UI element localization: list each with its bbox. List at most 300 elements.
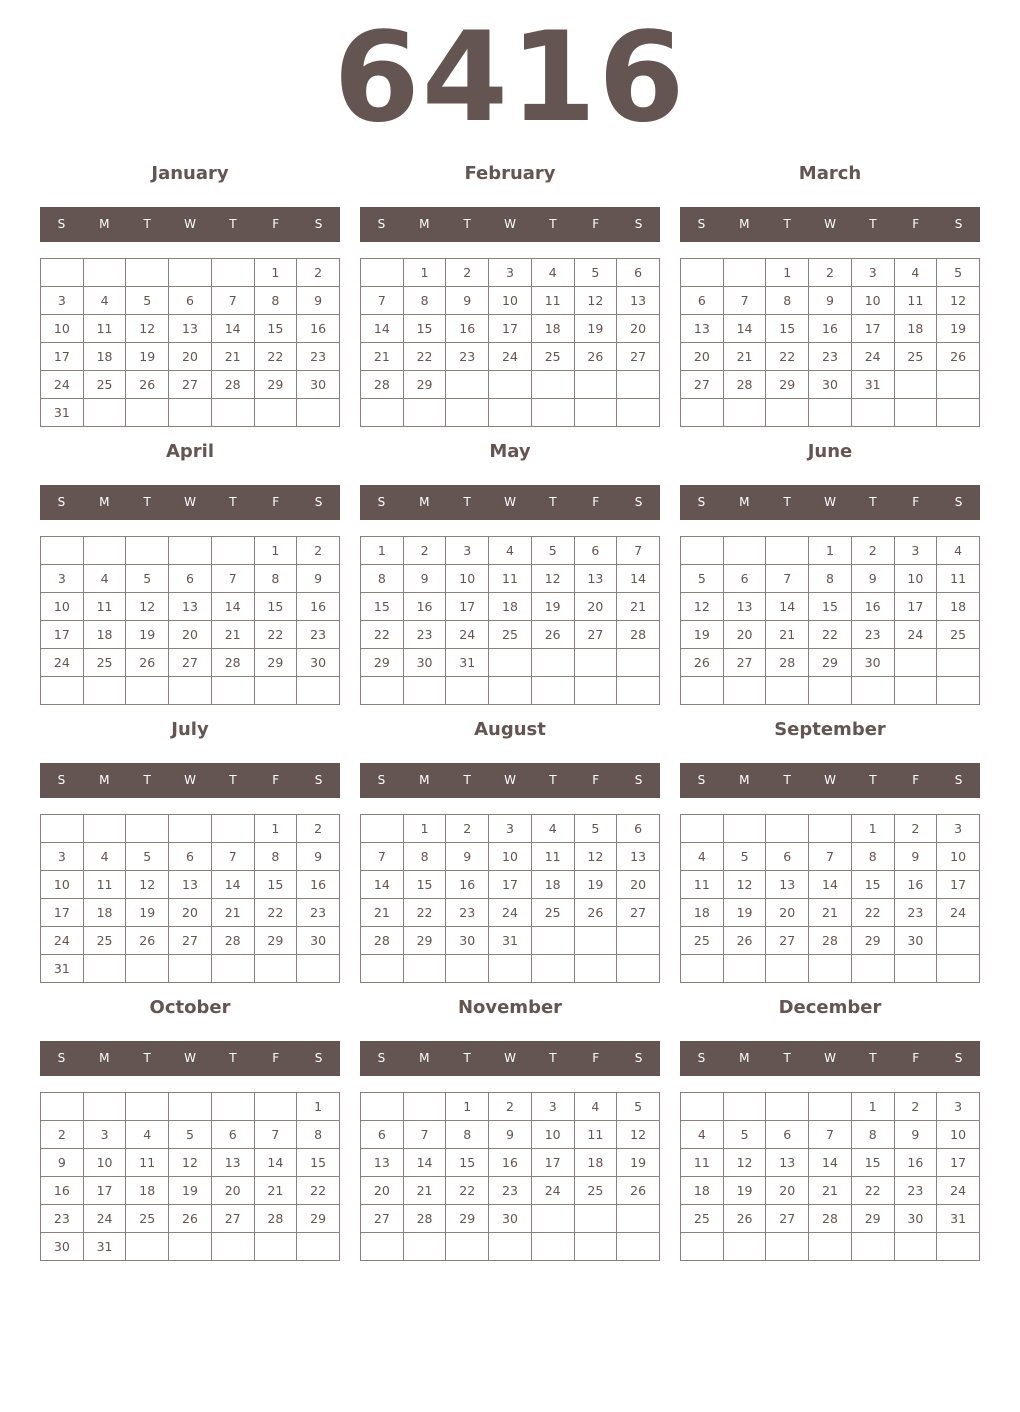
day-cell: 17 bbox=[41, 621, 84, 649]
week-row bbox=[681, 399, 980, 427]
day-cell: 6 bbox=[361, 1121, 404, 1149]
day-cell: 13 bbox=[169, 871, 212, 899]
day-cell: 26 bbox=[531, 621, 574, 649]
weekday-label: T bbox=[783, 773, 791, 787]
month-name: May bbox=[489, 441, 531, 462]
week-row bbox=[681, 1205, 980, 1233]
day-cell: 14 bbox=[723, 315, 766, 343]
day-cell: 4 bbox=[126, 1121, 169, 1149]
day-cell bbox=[297, 1233, 340, 1261]
weekday-label: M bbox=[419, 1051, 430, 1065]
week-row bbox=[361, 621, 660, 649]
day-cell: 15 bbox=[446, 1149, 489, 1177]
day-cell: 10 bbox=[41, 871, 84, 899]
day-cell bbox=[681, 677, 724, 705]
day-cell: 22 bbox=[851, 899, 894, 927]
weekday-label: T bbox=[869, 495, 877, 509]
day-cell: 26 bbox=[574, 899, 617, 927]
week-row bbox=[681, 815, 980, 843]
day-cell: 3 bbox=[937, 1093, 980, 1121]
week-row bbox=[681, 565, 980, 593]
day-grid bbox=[680, 814, 980, 983]
day-cell: 11 bbox=[531, 287, 574, 315]
day-cell bbox=[211, 399, 254, 427]
week-row bbox=[681, 955, 980, 983]
day-cell: 29 bbox=[403, 927, 446, 955]
day-cell: 12 bbox=[937, 287, 980, 315]
day-cell: 14 bbox=[361, 871, 404, 899]
day-cell: 28 bbox=[403, 1205, 446, 1233]
day-cell bbox=[41, 259, 84, 287]
weekday-label: T bbox=[143, 773, 151, 787]
day-cell: 25 bbox=[574, 1177, 617, 1205]
weekday-label: W bbox=[504, 773, 516, 787]
day-cell: 25 bbox=[894, 343, 937, 371]
day-cell: 26 bbox=[126, 371, 169, 399]
day-cell: 16 bbox=[851, 593, 894, 621]
day-cell: 27 bbox=[169, 371, 212, 399]
day-cell: 21 bbox=[361, 343, 404, 371]
day-cell: 1 bbox=[297, 1093, 340, 1121]
day-cell: 24 bbox=[489, 899, 532, 927]
week-row bbox=[41, 1205, 340, 1233]
day-cell: 23 bbox=[403, 621, 446, 649]
day-cell bbox=[531, 1233, 574, 1261]
weekday-label: F bbox=[272, 1051, 280, 1065]
day-cell bbox=[937, 649, 980, 677]
day-cell: 29 bbox=[446, 1205, 489, 1233]
day-cell: 7 bbox=[211, 565, 254, 593]
day-cell: 4 bbox=[83, 565, 126, 593]
day-cell: 26 bbox=[126, 927, 169, 955]
weekday-label: T bbox=[549, 495, 557, 509]
day-cell: 20 bbox=[169, 343, 212, 371]
year-title: 6416 bbox=[333, 6, 687, 150]
day-cell: 14 bbox=[617, 565, 660, 593]
day-cell: 25 bbox=[126, 1205, 169, 1233]
month-name: December bbox=[778, 997, 882, 1018]
day-cell: 12 bbox=[126, 315, 169, 343]
weekday-label: S bbox=[57, 1051, 66, 1065]
weekday-label: F bbox=[592, 1051, 600, 1065]
day-cell bbox=[766, 399, 809, 427]
week-row bbox=[681, 899, 980, 927]
day-cell bbox=[851, 1233, 894, 1261]
day-cell: 26 bbox=[723, 927, 766, 955]
day-cell: 1 bbox=[403, 815, 446, 843]
day-cell: 18 bbox=[937, 593, 980, 621]
week-row bbox=[41, 899, 340, 927]
day-cell: 16 bbox=[809, 315, 852, 343]
day-cell: 26 bbox=[617, 1177, 660, 1205]
day-cell: 7 bbox=[723, 287, 766, 315]
day-cell: 25 bbox=[83, 927, 126, 955]
week-row bbox=[361, 677, 660, 705]
day-cell: 9 bbox=[297, 287, 340, 315]
day-grid bbox=[360, 814, 660, 983]
weekday-header bbox=[680, 1041, 980, 1076]
day-cell bbox=[809, 815, 852, 843]
day-cell: 15 bbox=[766, 315, 809, 343]
day-cell: 21 bbox=[403, 1177, 446, 1205]
day-cell bbox=[851, 677, 894, 705]
day-cell bbox=[617, 1205, 660, 1233]
day-cell: 21 bbox=[361, 899, 404, 927]
day-cell bbox=[361, 259, 404, 287]
day-cell bbox=[126, 259, 169, 287]
weekday-header bbox=[40, 1041, 340, 1076]
day-cell bbox=[126, 1093, 169, 1121]
day-cell: 28 bbox=[617, 621, 660, 649]
day-cell bbox=[41, 815, 84, 843]
day-cell: 11 bbox=[894, 287, 937, 315]
weekday-label: W bbox=[184, 1051, 196, 1065]
weekday-header bbox=[40, 763, 340, 798]
day-cell: 22 bbox=[851, 1177, 894, 1205]
day-cell bbox=[297, 955, 340, 983]
day-cell bbox=[574, 1233, 617, 1261]
day-cell bbox=[809, 955, 852, 983]
day-cell: 6 bbox=[169, 843, 212, 871]
day-cell: 18 bbox=[126, 1177, 169, 1205]
weekday-label: W bbox=[824, 495, 836, 509]
day-cell: 26 bbox=[126, 649, 169, 677]
day-cell: 14 bbox=[254, 1149, 297, 1177]
weekday-label: S bbox=[697, 217, 706, 231]
weekday-label: F bbox=[592, 495, 600, 509]
month-name: January bbox=[151, 163, 229, 184]
day-cell: 5 bbox=[681, 565, 724, 593]
day-cell: 16 bbox=[403, 593, 446, 621]
day-cell: 18 bbox=[83, 343, 126, 371]
day-cell bbox=[83, 815, 126, 843]
day-cell: 2 bbox=[446, 815, 489, 843]
day-cell: 15 bbox=[254, 593, 297, 621]
weekday-label: S bbox=[57, 217, 66, 231]
week-row bbox=[681, 621, 980, 649]
weekday-label: S bbox=[377, 217, 386, 231]
day-cell: 28 bbox=[809, 1205, 852, 1233]
day-cell bbox=[531, 927, 574, 955]
week-row bbox=[681, 343, 980, 371]
day-cell bbox=[681, 1093, 724, 1121]
day-cell: 15 bbox=[851, 1149, 894, 1177]
day-cell: 12 bbox=[126, 593, 169, 621]
weekday-header bbox=[680, 763, 980, 798]
weekday-label: F bbox=[912, 1051, 920, 1065]
day-cell bbox=[126, 399, 169, 427]
weekday-label: S bbox=[57, 495, 66, 509]
day-cell: 21 bbox=[809, 1177, 852, 1205]
day-cell: 9 bbox=[894, 1121, 937, 1149]
day-cell: 10 bbox=[83, 1149, 126, 1177]
day-cell: 21 bbox=[723, 343, 766, 371]
day-cell: 18 bbox=[489, 593, 532, 621]
day-cell: 19 bbox=[681, 621, 724, 649]
day-cell: 30 bbox=[851, 649, 894, 677]
day-cell: 12 bbox=[126, 871, 169, 899]
week-row bbox=[681, 371, 980, 399]
weekday-label: T bbox=[783, 1051, 791, 1065]
day-cell: 22 bbox=[254, 343, 297, 371]
day-cell: 3 bbox=[531, 1093, 574, 1121]
day-cell: 11 bbox=[937, 565, 980, 593]
day-cell: 29 bbox=[851, 1205, 894, 1233]
weekday-label: S bbox=[634, 773, 643, 787]
day-cell bbox=[169, 955, 212, 983]
day-cell bbox=[489, 1233, 532, 1261]
day-cell bbox=[937, 399, 980, 427]
week-row bbox=[41, 259, 340, 287]
day-cell: 22 bbox=[297, 1177, 340, 1205]
weekday-label: M bbox=[419, 495, 430, 509]
day-cell: 24 bbox=[41, 371, 84, 399]
weekday-header bbox=[40, 485, 340, 520]
weekday-label: W bbox=[824, 773, 836, 787]
weekday-label: T bbox=[783, 217, 791, 231]
day-cell bbox=[766, 677, 809, 705]
day-cell bbox=[617, 955, 660, 983]
week-row bbox=[681, 927, 980, 955]
month-name: June bbox=[807, 441, 853, 462]
weekday-label: T bbox=[869, 217, 877, 231]
day-cell: 1 bbox=[361, 537, 404, 565]
day-cell: 9 bbox=[809, 287, 852, 315]
day-cell: 5 bbox=[531, 537, 574, 565]
day-cell: 24 bbox=[446, 621, 489, 649]
day-cell: 30 bbox=[489, 1205, 532, 1233]
day-cell bbox=[574, 927, 617, 955]
week-row bbox=[41, 1149, 340, 1177]
day-cell: 1 bbox=[851, 815, 894, 843]
day-cell: 5 bbox=[723, 1121, 766, 1149]
day-cell bbox=[446, 371, 489, 399]
day-cell: 9 bbox=[894, 843, 937, 871]
day-cell: 1 bbox=[254, 815, 297, 843]
day-cell: 5 bbox=[126, 287, 169, 315]
day-cell: 21 bbox=[211, 621, 254, 649]
week-row bbox=[361, 565, 660, 593]
week-row bbox=[361, 343, 660, 371]
day-cell: 7 bbox=[211, 843, 254, 871]
day-cell: 23 bbox=[297, 621, 340, 649]
day-cell: 22 bbox=[403, 899, 446, 927]
day-cell: 11 bbox=[574, 1121, 617, 1149]
day-cell: 28 bbox=[723, 371, 766, 399]
day-cell bbox=[254, 1093, 297, 1121]
day-cell: 31 bbox=[83, 1233, 126, 1261]
weekday-label: F bbox=[912, 773, 920, 787]
week-row bbox=[41, 1121, 340, 1149]
day-cell: 19 bbox=[531, 593, 574, 621]
day-cell: 25 bbox=[937, 621, 980, 649]
day-cell bbox=[574, 1205, 617, 1233]
day-cell: 26 bbox=[574, 343, 617, 371]
day-cell: 20 bbox=[617, 871, 660, 899]
weekday-label: T bbox=[549, 217, 557, 231]
day-cell: 14 bbox=[211, 315, 254, 343]
day-cell: 20 bbox=[361, 1177, 404, 1205]
day-cell: 5 bbox=[126, 843, 169, 871]
day-cell: 8 bbox=[361, 565, 404, 593]
month-name: February bbox=[464, 163, 556, 184]
day-cell: 2 bbox=[297, 537, 340, 565]
day-cell: 7 bbox=[403, 1121, 446, 1149]
day-cell: 31 bbox=[489, 927, 532, 955]
day-cell: 17 bbox=[531, 1149, 574, 1177]
month-name: March bbox=[798, 163, 862, 184]
day-cell: 31 bbox=[41, 955, 84, 983]
day-cell: 16 bbox=[489, 1149, 532, 1177]
week-row bbox=[361, 1233, 660, 1261]
day-cell: 17 bbox=[41, 899, 84, 927]
day-cell bbox=[574, 955, 617, 983]
day-cell: 12 bbox=[723, 1149, 766, 1177]
day-cell bbox=[169, 1233, 212, 1261]
day-cell: 6 bbox=[574, 537, 617, 565]
day-cell bbox=[489, 399, 532, 427]
day-cell bbox=[851, 955, 894, 983]
week-row bbox=[361, 1093, 660, 1121]
day-cell: 23 bbox=[41, 1205, 84, 1233]
day-cell bbox=[169, 259, 212, 287]
day-grid bbox=[40, 1092, 340, 1261]
day-cell: 3 bbox=[937, 815, 980, 843]
day-cell: 31 bbox=[41, 399, 84, 427]
day-cell bbox=[766, 1233, 809, 1261]
day-cell: 30 bbox=[297, 371, 340, 399]
day-cell: 12 bbox=[681, 593, 724, 621]
day-cell bbox=[617, 371, 660, 399]
day-cell bbox=[617, 677, 660, 705]
day-cell: 24 bbox=[851, 343, 894, 371]
day-cell: 18 bbox=[83, 899, 126, 927]
month-name: July bbox=[171, 719, 209, 740]
day-cell: 3 bbox=[41, 565, 84, 593]
day-cell: 7 bbox=[254, 1121, 297, 1149]
day-cell: 6 bbox=[766, 843, 809, 871]
week-row bbox=[41, 1177, 340, 1205]
day-cell: 1 bbox=[851, 1093, 894, 1121]
weekday-label: S bbox=[634, 1051, 643, 1065]
day-cell: 20 bbox=[169, 899, 212, 927]
weekday-label: S bbox=[954, 773, 963, 787]
week-row bbox=[361, 259, 660, 287]
day-cell bbox=[766, 955, 809, 983]
day-cell: 21 bbox=[254, 1177, 297, 1205]
day-cell: 17 bbox=[446, 593, 489, 621]
day-cell: 5 bbox=[169, 1121, 212, 1149]
day-cell: 18 bbox=[83, 621, 126, 649]
day-cell: 27 bbox=[766, 1205, 809, 1233]
day-cell: 6 bbox=[169, 287, 212, 315]
day-cell bbox=[403, 677, 446, 705]
day-cell bbox=[489, 677, 532, 705]
day-cell bbox=[723, 677, 766, 705]
day-cell: 15 bbox=[254, 871, 297, 899]
day-cell: 20 bbox=[617, 315, 660, 343]
weekday-label: M bbox=[99, 217, 110, 231]
weekday-label: T bbox=[869, 1051, 877, 1065]
weekday-label: W bbox=[824, 1051, 836, 1065]
day-cell: 15 bbox=[809, 593, 852, 621]
weekday-label: S bbox=[314, 773, 323, 787]
day-cell: 27 bbox=[723, 649, 766, 677]
week-row bbox=[41, 315, 340, 343]
day-cell: 21 bbox=[617, 593, 660, 621]
week-row bbox=[41, 955, 340, 983]
day-cell: 5 bbox=[723, 843, 766, 871]
week-row bbox=[361, 315, 660, 343]
day-cell: 10 bbox=[851, 287, 894, 315]
day-cell: 15 bbox=[403, 315, 446, 343]
day-cell bbox=[361, 677, 404, 705]
day-cell: 19 bbox=[937, 315, 980, 343]
day-cell: 11 bbox=[83, 593, 126, 621]
day-cell bbox=[83, 259, 126, 287]
day-cell: 16 bbox=[297, 593, 340, 621]
day-cell bbox=[937, 677, 980, 705]
day-cell bbox=[574, 399, 617, 427]
day-cell: 8 bbox=[254, 287, 297, 315]
day-cell bbox=[41, 1093, 84, 1121]
day-cell: 30 bbox=[446, 927, 489, 955]
week-row bbox=[681, 677, 980, 705]
day-cell: 28 bbox=[211, 649, 254, 677]
day-cell: 7 bbox=[766, 565, 809, 593]
day-cell: 10 bbox=[489, 843, 532, 871]
day-cell: 8 bbox=[403, 287, 446, 315]
day-cell: 9 bbox=[489, 1121, 532, 1149]
day-cell bbox=[211, 259, 254, 287]
day-cell: 12 bbox=[169, 1149, 212, 1177]
month-name: September bbox=[774, 719, 886, 740]
day-cell: 15 bbox=[297, 1149, 340, 1177]
day-cell bbox=[403, 1233, 446, 1261]
day-cell: 11 bbox=[681, 1149, 724, 1177]
weekday-label: S bbox=[954, 1051, 963, 1065]
week-row bbox=[41, 343, 340, 371]
week-row bbox=[681, 259, 980, 287]
day-cell: 18 bbox=[894, 315, 937, 343]
day-cell bbox=[254, 677, 297, 705]
day-cell bbox=[809, 1093, 852, 1121]
day-cell: 18 bbox=[531, 871, 574, 899]
day-cell: 20 bbox=[766, 899, 809, 927]
week-row bbox=[41, 621, 340, 649]
day-cell: 18 bbox=[681, 899, 724, 927]
week-row bbox=[361, 537, 660, 565]
day-cell bbox=[531, 399, 574, 427]
day-cell bbox=[169, 815, 212, 843]
day-cell: 4 bbox=[83, 287, 126, 315]
day-cell bbox=[126, 955, 169, 983]
week-row bbox=[361, 287, 660, 315]
day-cell: 4 bbox=[574, 1093, 617, 1121]
day-cell: 25 bbox=[681, 927, 724, 955]
day-cell bbox=[254, 955, 297, 983]
day-grid bbox=[360, 1092, 660, 1261]
weekday-label: T bbox=[869, 773, 877, 787]
day-cell bbox=[681, 399, 724, 427]
day-cell: 11 bbox=[531, 843, 574, 871]
day-cell bbox=[446, 1233, 489, 1261]
day-cell: 7 bbox=[809, 1121, 852, 1149]
day-cell: 30 bbox=[41, 1233, 84, 1261]
day-cell bbox=[297, 399, 340, 427]
week-row bbox=[681, 1177, 980, 1205]
day-cell: 27 bbox=[211, 1205, 254, 1233]
